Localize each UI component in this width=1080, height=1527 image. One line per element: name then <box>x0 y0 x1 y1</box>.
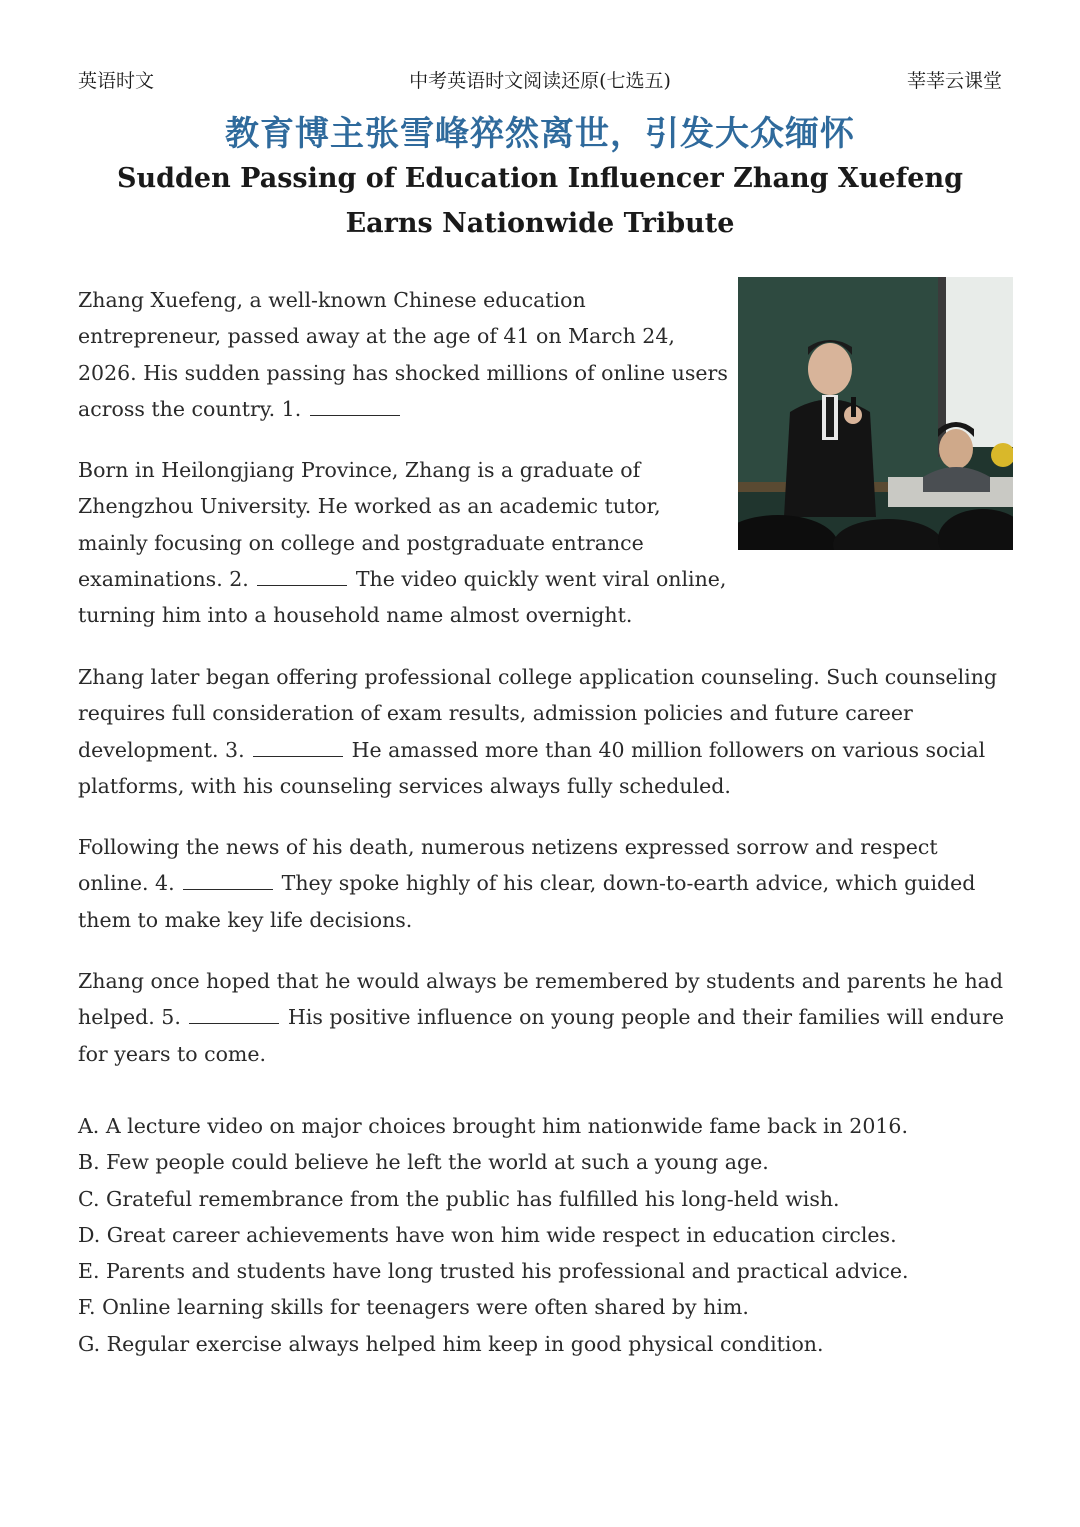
page-header <box>78 66 1002 98</box>
paragraph-4-text: Following the news of his death, numerous netizens expressed sorrow and respect online. 4. <box>78 835 938 896</box>
chinese-title: 教育博主张雪峰猝然离世，引发大众缅怀 <box>225 114 855 154</box>
header-center-label: 中考英语时文阅读还原(七选五) <box>409 70 671 92</box>
option-d: D. Great career achievements have won him wide respect in education circles. <box>78 1222 897 1247</box>
paragraph-5 <box>78 963 1008 1072</box>
paragraph-3 <box>78 659 1008 804</box>
answer-blank-4[interactable] <box>183 871 273 890</box>
paragraph-4-text-after: They spoke highly of his clear, down-to-earth advice, which guided them to make key life decisions. <box>78 871 976 932</box>
option-b: B. Few people could believe he left the world at such a young age. <box>78 1150 769 1175</box>
paragraph-5-text: Zhang once hoped that he would always be remembered by students and parents he had helped. 5. <box>78 969 1004 1030</box>
paragraph-2-text-after: The video quickly went viral online, turning him into a household name almost overnight. <box>78 566 727 628</box>
option-g: G. Regular exercise always helped him keep in good physical condition. <box>78 1331 824 1356</box>
paragraph-2 <box>78 452 728 633</box>
paragraph-1 <box>78 282 728 427</box>
option-c: C. Grateful remembrance from the public has fulfilled his long-held wish. <box>78 1186 840 1211</box>
answer-blank-5[interactable] <box>189 1005 279 1024</box>
lecture-photo <box>738 277 1013 550</box>
answer-blank-2[interactable] <box>257 567 347 586</box>
header-right-label: 莘莘云课堂 <box>906 70 1002 92</box>
option-f: F. Online learning skills for teenagers were often shared by him. <box>78 1295 749 1320</box>
answer-blank-3[interactable] <box>253 738 343 757</box>
paragraph-1-text: Zhang Xuefeng, a well-known Chinese education entrepreneur, passed away at the age of 41 on March 24, 2026. His sudden passing has shocked millions of online users across the country. 1. <box>78 288 728 421</box>
option-a: A. A lecture video on major choices brought him nationwide fame back in 2016. <box>78 1114 908 1138</box>
answer-blank-1[interactable] <box>310 397 400 416</box>
paragraph-4 <box>78 829 1008 938</box>
english-title: Sudden Passing of Education Influencer Zhang Xuefeng Earns Nationwide Tribute <box>117 163 963 239</box>
paragraph-5-text-after: His positive influence on young people and their families will endure for years to come. <box>78 1005 1004 1066</box>
option-e: E. Parents and students have long trusted his professional and practical advice. <box>78 1259 909 1284</box>
paragraph-3-text: Zhang later began offering professional college application counseling. Such counseling requires full consideration of exam results, admission policies and future career development. 3. <box>78 665 998 762</box>
paragraph-2-text: Born in Heilongjiang Province, Zhang is a graduate of Zhengzhou University. He worked as an academic tutor, mainly focusing on college and postgraduate entrance examinations. 2. <box>78 458 661 591</box>
answer-options <box>78 1108 1018 1362</box>
header-left-label: 英语时文 <box>78 70 155 92</box>
paragraph-3-text-after: He amassed more than 40 million followers on various social platforms, with his counseling services always fully scheduled. <box>78 737 986 798</box>
